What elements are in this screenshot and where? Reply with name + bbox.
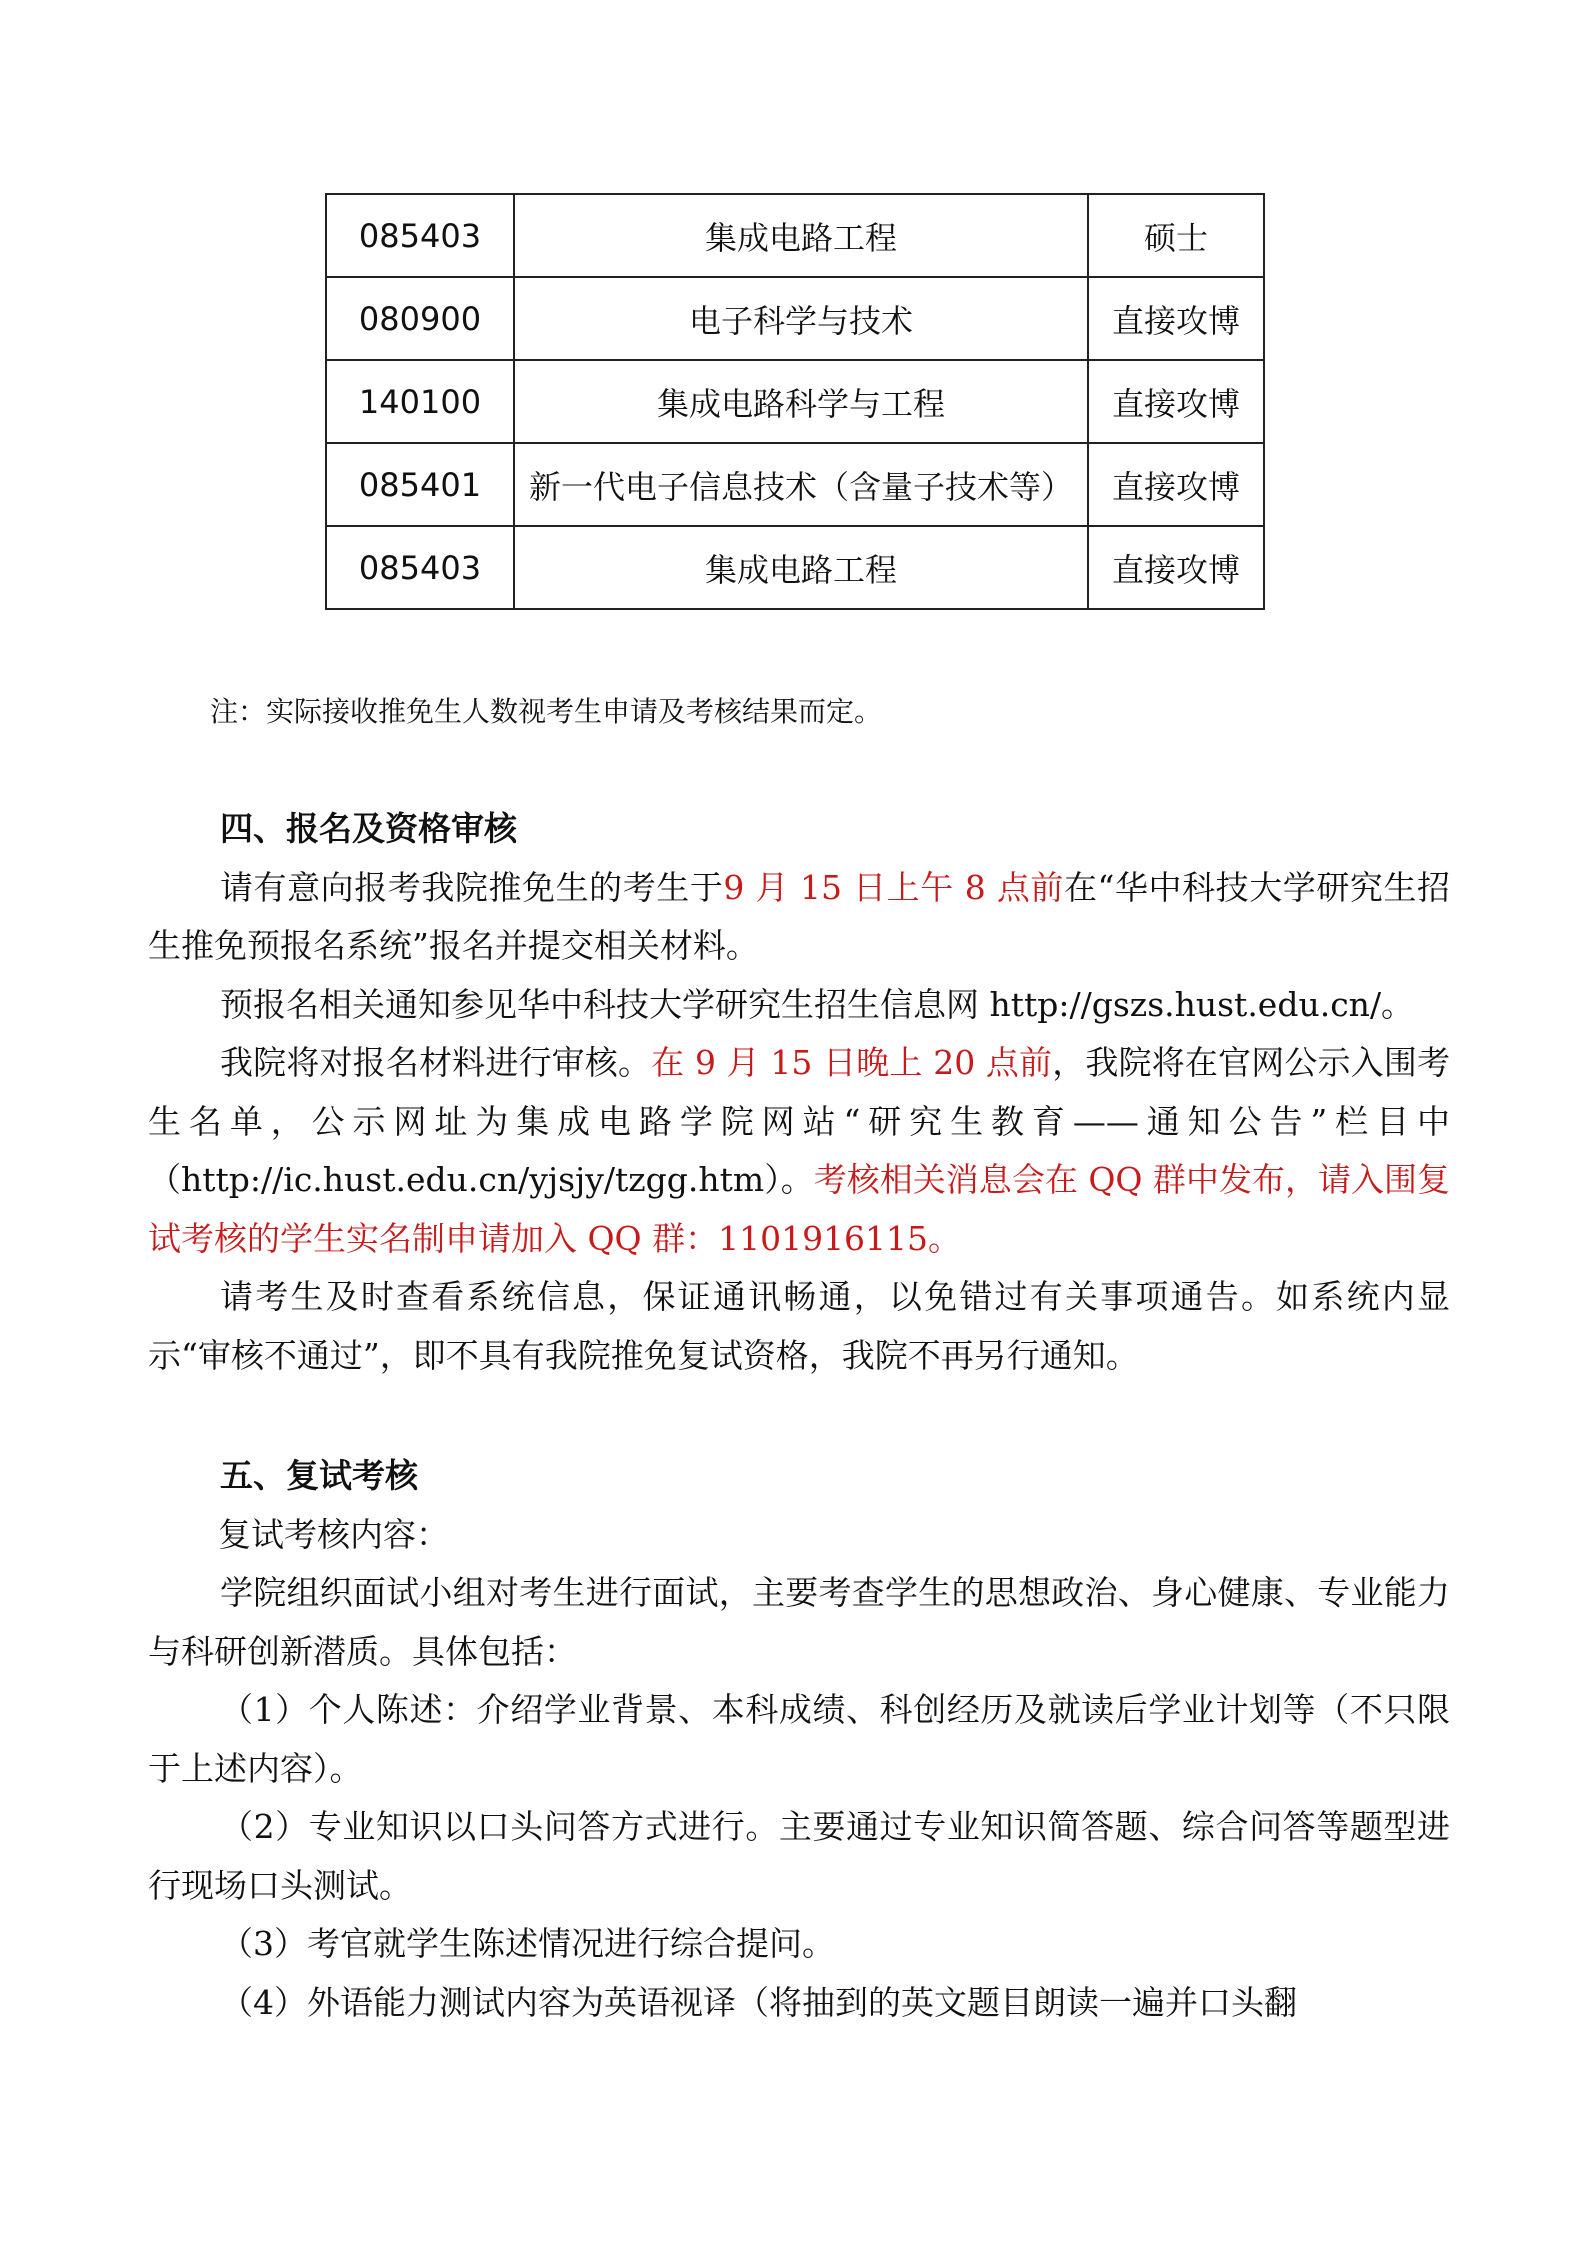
table-row	[326, 360, 1264, 443]
degree-type-cell: 直接攻博	[1088, 526, 1264, 609]
program-code-cell: 140100	[326, 360, 514, 443]
interview-item-3: （3）考官就学生陈述情况进行综合提问。	[220, 1924, 835, 1963]
section-heading-registration: 四、报名及资格审核	[220, 809, 517, 848]
program-code-cell: 085403	[326, 194, 514, 277]
table-row	[326, 526, 1264, 609]
interview-content-label: 复试考核内容：	[218, 1514, 449, 1554]
table-row	[326, 194, 1264, 277]
interview-item-2: （2）专业知识以口头问答方式进行。主要通过专业知识简答题、综合问答等题型进行现场口头测试。	[148, 1807, 1450, 1905]
publish-deadline-highlight: 在 9 月 15 日晚上 20 点前	[651, 1043, 1053, 1082]
section-interview	[148, 1447, 1450, 2032]
table-note: 注：实际接收推免生人数视考生申请及考核结果而定。	[210, 695, 883, 728]
program-name-cell: 集成电路科学与工程	[514, 360, 1088, 443]
program-table-body	[326, 194, 1264, 609]
paragraph-registration-deadline	[148, 859, 1450, 976]
degree-type-cell: 直接攻博	[1088, 277, 1264, 360]
paragraph-interview-intro: 学院组织面试小组对考生进行面试，主要考查学生的思想政治、身心健康、专业能力与科研创新潜质。具体包括：	[148, 1573, 1450, 1671]
table-row	[326, 443, 1264, 526]
interview-item-1: （1）个人陈述：介绍学业背景、本科成绩、科创经历及就读后学业计划等（不只限于上述内容）。	[148, 1690, 1450, 1788]
section-heading-interview: 五、复试考核	[220, 1456, 418, 1495]
text: 请有意向报考我院推免生的考生于	[220, 867, 724, 907]
program-name-cell: 新一代电子信息技术（含量子技术等）	[514, 443, 1088, 526]
program-code-cell: 085401	[326, 443, 514, 526]
degree-type-cell: 硕士	[1088, 194, 1264, 277]
program-name-cell: 电子科学与技术	[514, 277, 1088, 360]
program-name-cell: 集成电路工程	[514, 194, 1088, 277]
section-registration	[148, 800, 1450, 1385]
degree-type-cell: 直接攻博	[1088, 443, 1264, 526]
text: ，我院将在官网公示入围考生名单，公示网址为集成电路学院网站“研究生教育——通知公告”栏目中（http://ic.hust.edu.cn/yjsjy/tzgg.htm）。	[148, 1043, 1451, 1199]
program-code-cell: 080900	[326, 277, 514, 360]
paragraph-notice-link: 预报名相关通知参见华中科技大学研究生招生信息网 http://gszs.hust.edu.cn/。	[220, 984, 1415, 1024]
program-code-cell: 085403	[326, 526, 514, 609]
table-row	[326, 277, 1264, 360]
text: 在“华中科技大学研究生招生推免预报名系统”报名并提交相关材料。	[148, 867, 1451, 965]
paragraph-review	[148, 1034, 1450, 1268]
text: 我院将对报名材料进行审核。	[220, 1043, 652, 1082]
interview-item-4: （4）外语能力测试内容为英语视译（将抽到的英文题目朗读一遍并口头翻	[220, 1982, 1297, 2022]
paragraph-system-info: 请考生及时查看系统信息，保证通讯畅通，以免错过有关事项通告。如系统内显示“审核不通过”，即不具有我院推免复试资格，我院不再另行通知。	[148, 1277, 1450, 1375]
degree-type-cell: 直接攻博	[1088, 360, 1264, 443]
qq-group-highlight: 考核相关消息会在 QQ 群中发布，请入围复试考核的学生实名制申请加入 QQ 群：1101916115。	[148, 1160, 1450, 1258]
deadline-highlight: 9 月 15 日上午 8 点前	[723, 867, 1064, 907]
program-name-cell: 集成电路工程	[514, 526, 1088, 609]
program-table	[325, 193, 1265, 610]
